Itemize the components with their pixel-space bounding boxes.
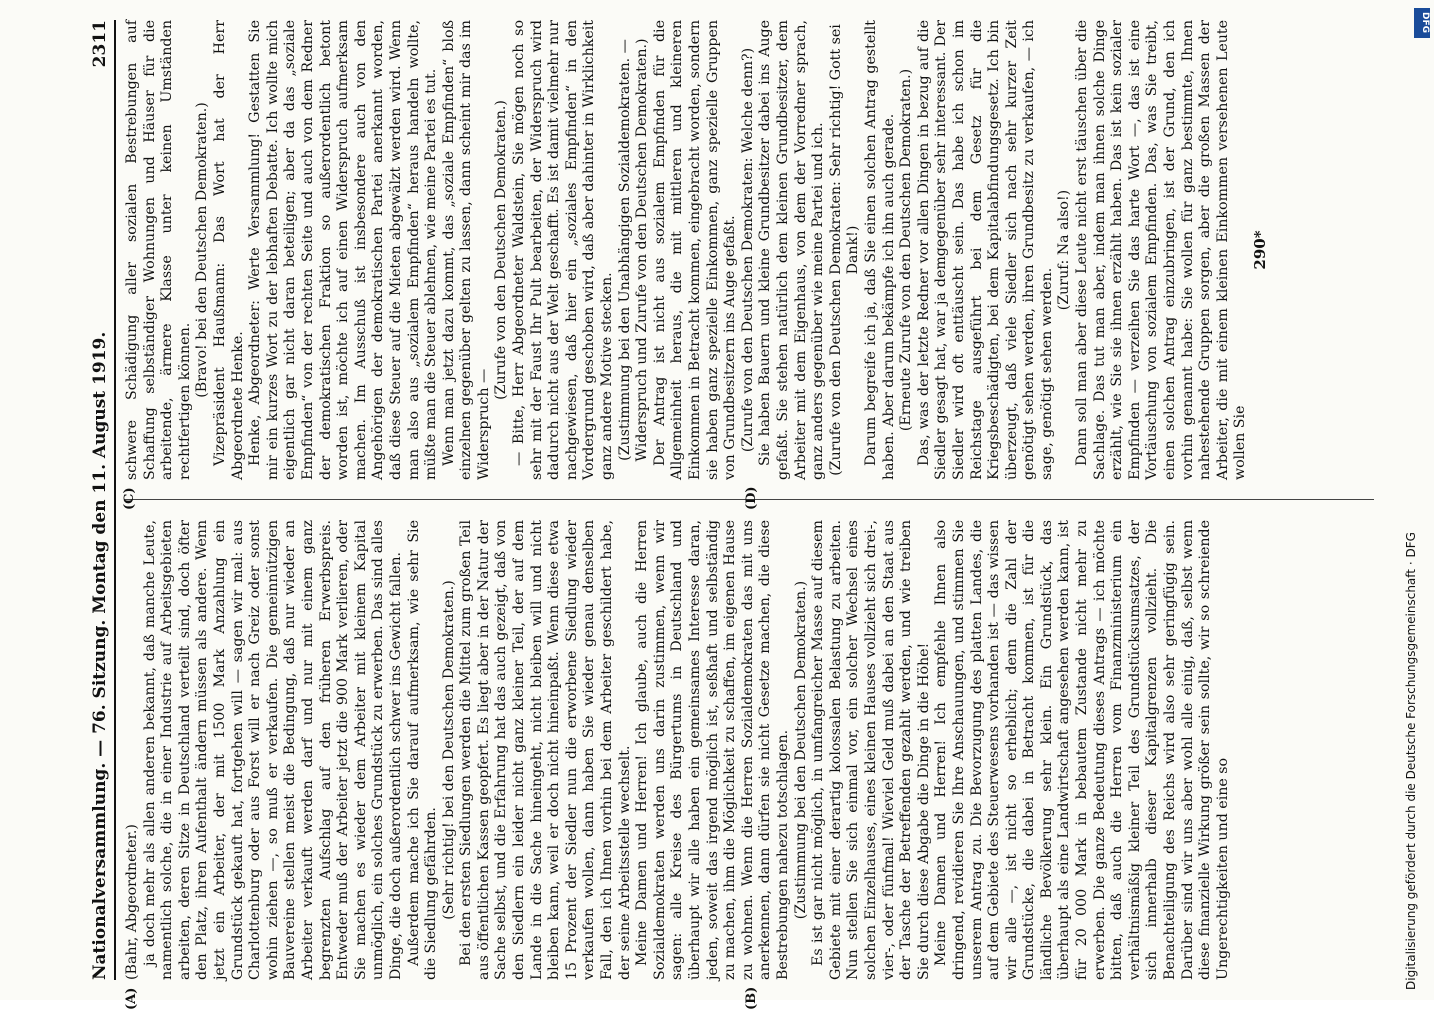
interjection: (Zurufe von den Deutschen Demokraten.): [493, 100, 510, 400]
paragraph: Außerdem mache ich Sie darauf aufmerksam, wie sehr Sie die Siedlung gefährden.: [405, 520, 440, 980]
interjection: (Zurufe von den Deutschen Demokraten: Welche denn?): [739, 47, 756, 453]
paragraph: Bei den ersten Siedlungen werden die Mittel zum großen Teil aus öffentlichen Kassen geopfert. Es liegt aber in der Natur der Sache selbst, und die Erfahrung hat das auch gezeigt, daß von den Siedlern ein leider nicht ganz kleiner Teil, der auf dem Lande in die Sache hineingeht, nicht bleiben will und nicht bleiben kann, weil er doch nicht hineinpaßt. Wenn diese etwa 15 Prozent der Siedler nun die erworbene Siedlung wieder verkaufen wollen, dann haben Sie wieder genau denselben Fall, den ich Ihnen vorhin bei dem Arbeiter geschildert habe, der seine Arbeitsstelle wechselt.: [458, 520, 633, 980]
interjection: (Zuruf: Na also!): [1056, 189, 1073, 311]
interjection: (Sehr richtig! bei den Deutschen Demokraten.): [440, 580, 457, 920]
credit-text: Digitalisierung gefördert durch die Deutsche Forschungsgemeinschaft · DFG: [1404, 532, 1418, 990]
right-column: [124, 20, 1374, 480]
paragraph: Vizepräsident Haußmann: Das Wort hat der Herr Abgeordnete Henke.: [211, 20, 246, 480]
paragraph: Das, was der letzte Redner vor allen Dingen in bezug auf die Siedler gesagt hat, war ja demgegenüber sehr interessant. Der Siedler wird oft enttäuscht sein. Das habe ich schon im Reichstage ausgeführt bei dem Gesetz für die Kriegsbeschädigten, bei dem Kapitalabfindungsgesetz. Ich bin überzeugt, daß viele Siedler sich nach sehr kurzer Zeit genötigt sehen werden, ihren Grundbesitz zu verkaufen, — ich sage, genötigt sehen werden.: [915, 20, 1055, 480]
interjection: (Zurufe von den Deutschen Demokraten: Sehr richtig! Gott sei Dank!): [827, 24, 862, 476]
text-columns: [122, 20, 1374, 1010]
margin-marker-b: (B): [744, 986, 759, 1010]
paragraph: Wenn man jetzt dazu kommt, das „soziale Empfinden“ bloß einzelnen gegenüber gelten zu lassen, dann scheint mir das im Widerspruch —: [440, 20, 492, 480]
paragraph: Meine Damen und Herren! Ich glaube, auch die Herren Sozialdemokraten werden uns darin zustimmen, wenn wir sagen: alle Kreise des Bürgertums in Deutschland und überhaupt wir alle haben ein gemeinsames Interesse daran, jeden, soweit das irgend möglich ist, seßhaft und selbständig zu machen, ihm die Möglichkeit zu schaffen, im eigenen Hause zu wohnen. Wenn die Herren Sozialdemokraten das mit uns anerkennen, dann dürfen sie nicht Gesetze machen, die diese Bestrebungen nahezu totschlagen.: [634, 520, 791, 980]
paragraph: ja doch mehr als allen anderen bekannt, daß manche Leute, namentlich solche, die in einer Industrie auf Arbeitsgebieten arbeiten, deren Sitze in Deutschland verteilt sind, doch öfter den Platz, ihren Aufenthalt ändern müssen als andere. Wenn jetzt ein Arbeiter, der mit 1500 Mark Anzahlung ein Grundstück gekauft hat, fortgehen will — sagen wir mal: aus Charlottenburg oder aus Forst will er nach Greiz oder sonst wohin ziehen —, so muß er verkaufen. Die gemeinnützigen Bauvereine stellen meist die Bedingung, daß nur wieder an Arbeiter verkauft werden darf und nur mit einem ganz begrenzten Aufschlag auf den früheren Erwerbspreis. Entweder muß der Arbeiter jetzt die 900 Mark verlieren, oder Sie machen es wieder dem Arbeiter mit kleinem Kapital unmöglich, ein solches Grundstück zu erwerben. Das sind alles Dinge, die doch außerordentlich schwer ins Gewicht fallen.: [141, 520, 404, 980]
paragraph: Darum begreife ich ja, daß Sie einen solchen Antrag gestellt haben. Aber darum bekämpfe ich ihn auch gerade.: [862, 20, 897, 480]
interjection: (Erneute Zurufe von den Deutschen Demokraten.): [898, 68, 915, 432]
rotated-content: [76, 20, 1396, 1010]
interjection: (Zustimmung bei den Deutschen Demokraten.): [792, 580, 809, 920]
interjection: (Bravo! bei den Deutschen Demokraten.): [194, 102, 211, 398]
interjection: (Zustimmung bei den Unabhängigen Sozialdemokraten. — Widerspruch und Zurufe von den Deutschen Demokraten.): [616, 38, 651, 462]
speaker-line: (Bahr, Abgeordneter.): [124, 824, 140, 980]
paragraph: Sie haben Bauern und kleine Grundbesitzer dabei ins Auge gefaßt. Sie stehen natürlich dem kleinen Grundbesitzer, dem Arbeiter mit dem Eigenhaus, von dem der Vorredner sprach, ganz anders gegenüber wie meine Partei und ich.: [757, 20, 827, 480]
digitization-credit: [1404, 10, 1424, 990]
margin-marker-c: (C): [122, 487, 137, 510]
paragraph: — Bitte, Herr Abgeordneter Waldstein, Sie mögen noch so sehr mit der Faust Ihr Pult bearbeiten, der Widerspruch wird dadurch nicht aus der Welt geschafft. Es ist damit vielmehr nur nachgewiesen, daß hier ein „soziales Empfinden“ in den Vordergrund geschoben wird, daß aber dahinter in Wirklichkeit ganz andere Motive stecken.: [511, 20, 616, 480]
page-number: 2311: [90, 20, 110, 68]
margin-marker-d: (D): [744, 486, 759, 510]
paragraph: schwere Schädigung aller sozialen Bestrebungen auf Schaffung selbständiger Wohnungen und Häuser für die arbeitende, ärmere Klasse unter keinen Umständen rechtfertigen können.: [124, 20, 193, 480]
page-header: [76, 20, 116, 980]
margin-marker-a: (A): [124, 987, 139, 1010]
header-title: Nationalversammlung. — 76. Sitzung. Montag den 11. August 1919.: [90, 331, 110, 980]
paragraph: Es ist gar nicht möglich, in umfangreicher Masse auf diesem Gebiete mit einer derartig kolossalen Belastung zu arbeiten. Nun stellen Sie sich einmal vor, ein solcher Wechsel eines solchen Einzelhauses, eines kleinen Hauses vollzieht sich drei-, vier-, oder fünfmal! Wieviel Geld muß dabei an den Staat aus der Tasche der Betreffenden gezahlt werden, und wie treiben Sie durch diese Abgabe die Dinge in die Höhe!: [810, 520, 932, 980]
paragraph: Henke, Abgeordneter: Werte Versammlung! Gestatten Sie mir ein kurzes Wort zu der lebhaften Debatte. Ich wollte mich eigentlich gar nicht daran beteiligen; aber da das „soziale Empfinden“ von der rechten Seite und auch von dem Redner der demokratischen Fraktion so außerordentlich betont worden ist, möchte ich auf einen Widerspruch aufmerksam machen. Im Ausschuß ist insbesondere auch von den Angehörigen der demokratischen Partei anerkannt worden, daß diese Steuer auf die Mieten abgewälzt werden wird. Wenn man also aus „sozialem Empfinden“ heraus handeln wollte, müßte man die Steuer ablehnen, wie meine Partei es tut.: [247, 20, 440, 480]
dfg-logo: DFG: [1414, 8, 1430, 38]
left-column: [124, 520, 1374, 980]
paragraph: Der Antrag ist nicht aus sozialem Empfinden für die Allgemeinheit heraus, die mit mittleren und kleineren Einkommen in Betracht kommen, eingebracht worden, sondern sie haben ganz spezielle Einkommen, ganz spezielle Gruppen von Grundbesitzern ins Auge gefaßt.: [651, 20, 739, 480]
paragraph: Meine Damen und Herren! Ich empfehle Ihnen also dringend, revidieren Sie Ihre Anschauungen, und stimmen Sie unserem Antrag zu. Die Bevorzugung des platten Landes, die auf dem Gebiete des Steuerwesens vorhanden ist — das wissen wir alle —, ist nicht so erheblich; denn die Zahl der Grundstücke, die dabei in Betracht kommen, ist für die ländliche Bevölkerung sehr klein. Ein Grundstück, das überhaupt als eine Landwirtschaft angesehen werden kann, ist für 20 000 Mark in bebautem Zustande nicht mehr zu erwerben. Die ganze Bedeutung dieses Antrags — ich möchte bitten, daß auch die Herren vom Finanzministerium ein verhältnismäßig kleiner Teil des Grundstücksumsatzes, der sich innerhalb dieser Kapitalgrenzen vollzieht. Die Benachteiligung des Reichs wird also sehr geringfügig sein. Darüber sind wir uns aber wohl alle einig, daß, selbst wenn diese finanzielle Wirkung größer sein sollte, wir so schreiende Ungerechtigkeiten und eine so: [933, 520, 1231, 980]
signature-mark: 290*: [1251, 230, 1269, 270]
paragraph: Dann soll man aber diese Leute nicht erst täuschen über die Sachlage. Das tut man aber, indem man ihnen solche Dinge erzählt, wie Sie sie ihnen erzählt haben. Das ist kein sozialer Empfinden — verzeihen Sie das harte Wort —, das ist eine Vortäuschung von sozialem Empfinden. Das, was Sie treibt, einen solchen Antrag einzubringen, ist der Grund, den ich vorhin genannt habe: Sie wollen für ganz bestimmte, Ihnen nahestehende Gruppen sorgen, aber die großen Massen der Arbeiter, die mit einem kleinen Einkommen versehenen Leute wollen Sie: [1074, 20, 1249, 480]
